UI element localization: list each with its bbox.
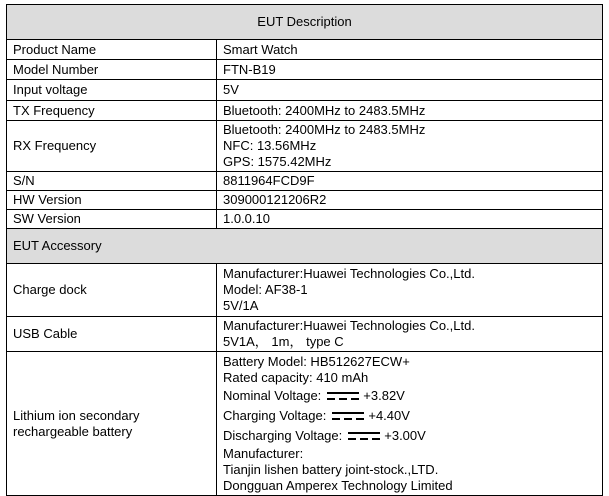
hw-version-value: 309000121206R2 — [217, 191, 603, 210]
usb-cable-spec: 5V1A， 1m， type C — [223, 334, 344, 349]
battery-manufacturer-2: Dongguan Amperex Technology Limited — [223, 477, 453, 493]
charging-voltage-value: +4.40V — [368, 407, 410, 423]
charge-dock-rating: 5V/1A — [223, 298, 259, 313]
sn-value: 8811964FCD9F — [217, 172, 603, 191]
rx-frequency-label: RX Frequency — [7, 121, 217, 172]
dc-voltage-icon — [332, 412, 364, 421]
tx-frequency-label: TX Frequency — [7, 101, 217, 121]
product-name-label: Product Name — [7, 40, 217, 60]
battery-model: Battery Model: HB512627ECW+ — [223, 353, 410, 369]
battery-label-line-2: rechargeable battery — [13, 423, 133, 439]
input-voltage-value: 5V — [217, 80, 603, 101]
sn-label: S/N — [7, 172, 217, 191]
sw-version-value: 1.0.0.10 — [217, 210, 603, 229]
dc-voltage-icon — [327, 392, 359, 401]
charge-dock-label: Charge dock — [7, 264, 217, 317]
model-number-value: FTN-B19 — [217, 60, 603, 80]
sw-version-label: SW Version — [7, 210, 217, 229]
nominal-voltage-label: Nominal Voltage: — [223, 387, 322, 403]
eut-description-header: EUT Description — [7, 5, 603, 40]
eut-description-table — [6, 4, 603, 496]
battery-manufacturer-1: Tianjin lishen battery joint-stock.,LTD. — [223, 461, 439, 477]
hw-version-label: HW Version — [7, 191, 217, 210]
battery-label-line-1: Lithium ion secondary — [13, 407, 140, 423]
input-voltage-label: Input voltage — [7, 80, 217, 101]
battery-capacity: Rated capacity: 410 mAh — [223, 369, 369, 385]
rx-nfc: NFC: 13.56MHz — [223, 138, 317, 153]
nominal-voltage — [223, 386, 602, 406]
tx-frequency-value: Bluetooth: 2400MHz to 2483.5MHz — [217, 101, 603, 121]
usb-cable-label: USB Cable — [7, 317, 217, 352]
discharging-voltage — [223, 426, 602, 446]
rx-gps: GPS: 1575.42MHz — [223, 154, 332, 169]
charge-dock-value — [217, 264, 603, 317]
usb-cable-value — [217, 317, 603, 352]
charge-dock-manufacturer: Manufacturer:Huawei Technologies Co.,Ltd. — [223, 266, 475, 281]
charging-voltage — [223, 406, 602, 426]
rx-frequency-value — [217, 121, 603, 172]
product-name-value: Smart Watch — [217, 40, 603, 60]
charging-voltage-label: Charging Voltage: — [223, 407, 327, 423]
eut-accessory-header: EUT Accessory — [7, 229, 603, 264]
nominal-voltage-value: +3.82V — [363, 387, 405, 403]
usb-cable-manufacturer: Manufacturer:Huawei Technologies Co.,Ltd. — [223, 318, 475, 333]
discharging-voltage-label: Discharging Voltage: — [223, 427, 343, 443]
rx-bluetooth: Bluetooth: 2400MHz to 2483.5MHz — [223, 122, 426, 137]
battery-manufacturer-label: Manufacturer: — [223, 445, 304, 461]
discharging-voltage-value: +3.00V — [384, 427, 426, 443]
model-number-label: Model Number — [7, 60, 217, 80]
battery-label — [7, 352, 217, 496]
battery-value — [217, 352, 603, 496]
charge-dock-model: Model: AF38-1 — [223, 282, 308, 297]
dc-voltage-icon — [348, 432, 380, 441]
